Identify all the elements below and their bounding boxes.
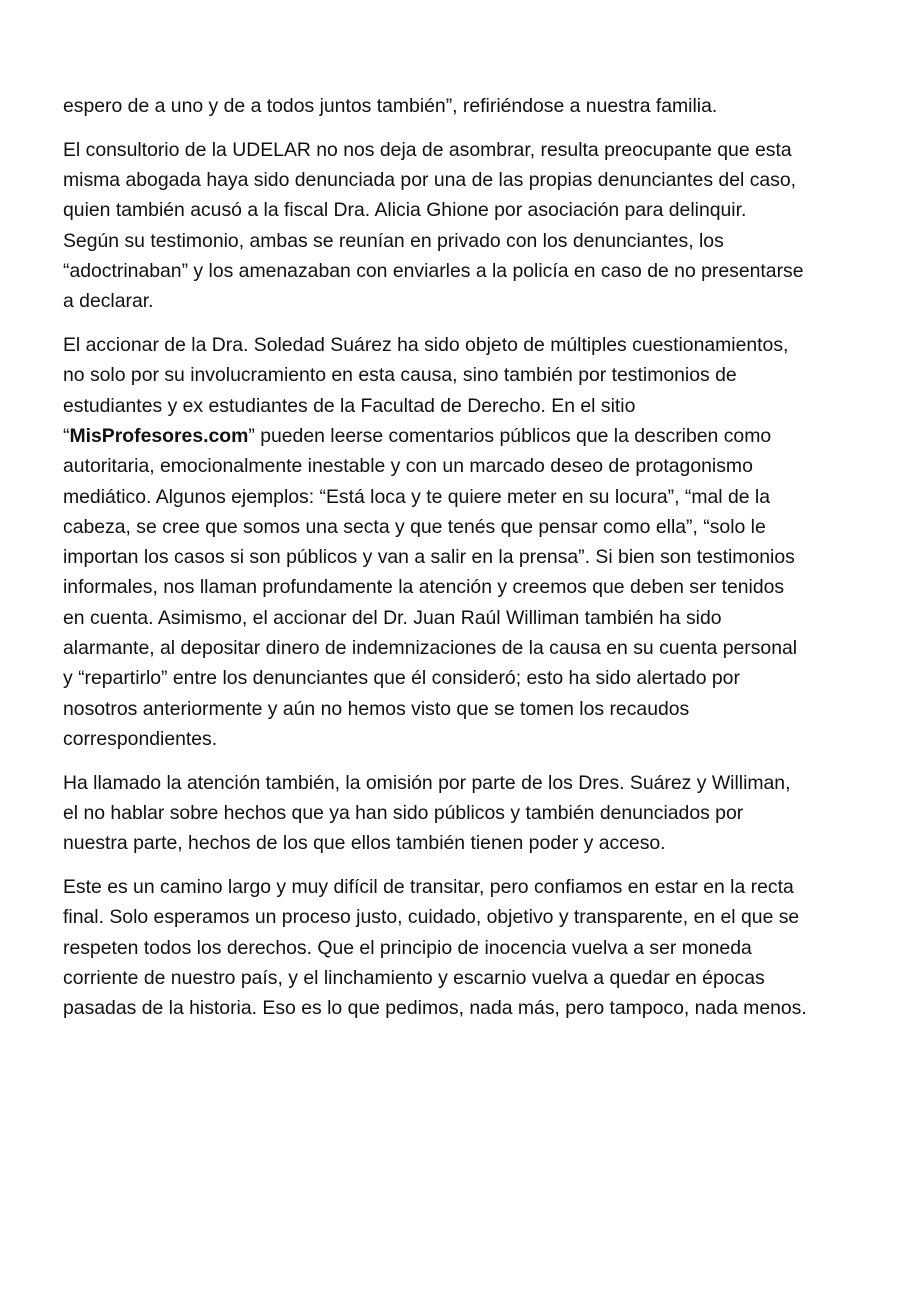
- paragraph-1: espero de a uno y de a todos juntos también”, refiriéndose a nuestra familia.: [63, 95, 718, 117]
- paragraph-5: Este es un camino largo y muy difícil de transitar, pero confiamos en estar en la recta final. Solo esperamos un proceso justo, cuidado, objetivo y transparente, en el que se respeten todos los derechos. Que el principio de inocencia vuelva a ser moneda corriente de nuestro país, y el linchamiento y escarnio vuelva a quedar en épocas pasadas de la historia. Eso es lo que pedimos, nada más, pero tampoco, nada menos.: [63, 876, 807, 1020]
- paragraph-3: [63, 330, 807, 754]
- misprofesores-site-name: MisProfesores.com: [69, 424, 249, 447]
- paragraph-4: Ha llamado la atención también, la omisión por parte de los Dres. Suárez y Williman, el no hablar sobre hechos que ya han sido públicos y también denunciados por nuestra parte, hechos de los que ellos también tienen poder y acceso.: [63, 771, 791, 855]
- paragraph-3-rest: ” pueden leerse comentarios públicos que la describen como autoritaria, emocionalmente inestable y con un marcado deseo de protagonismo mediático. Algunos ejemplos: “Está loca y te quiere meter en su locura”, “mal de la cabeza, se cree que somos una secta y que tenés que pensar como ella”, “solo le importan los casos si son públicos y van a salir en la prensa”. Si bien son testimonios informales, nos llaman profundamente la atención y creemos que deben ser tenidos en cuenta. Asimismo, el accionar del Dr. Juan Raúl Williman también ha sido alarmante, al depositar dinero de indemnizaciones de la causa en su cuenta personal y “repartirlo” entre los denunciantes que él consideró; esto ha sido alertado por nosotros anteriormente y aún no hemos visto que se tomen los recaudos correspondientes.: [63, 424, 798, 750]
- paragraph-2: El consultorio de la UDELAR no nos deja de asombrar, resulta preocupante que esta misma abogada haya sido denunciada por una de las propias denunciantes del caso, quien también acusó a la fiscal Dra. Alicia Ghione por asociación para delinquir. Según su testimonio, ambas se reunían en privado con los denunciantes, los “adoctrinaban” y los amenazaban con enviarles a la policía en caso de no presentarse a declarar.: [63, 138, 804, 313]
- paragraph-3-lead: El accionar de la Dra. Soledad Suárez ha sido objeto de múltiples cuestionamientos, no solo por su involucramiento en esta causa, sino también por testimonios de estudiantes y ex estudiantes de la Facultad de Derecho. En el sitio “: [63, 334, 789, 447]
- document-body: [63, 91, 807, 1037]
